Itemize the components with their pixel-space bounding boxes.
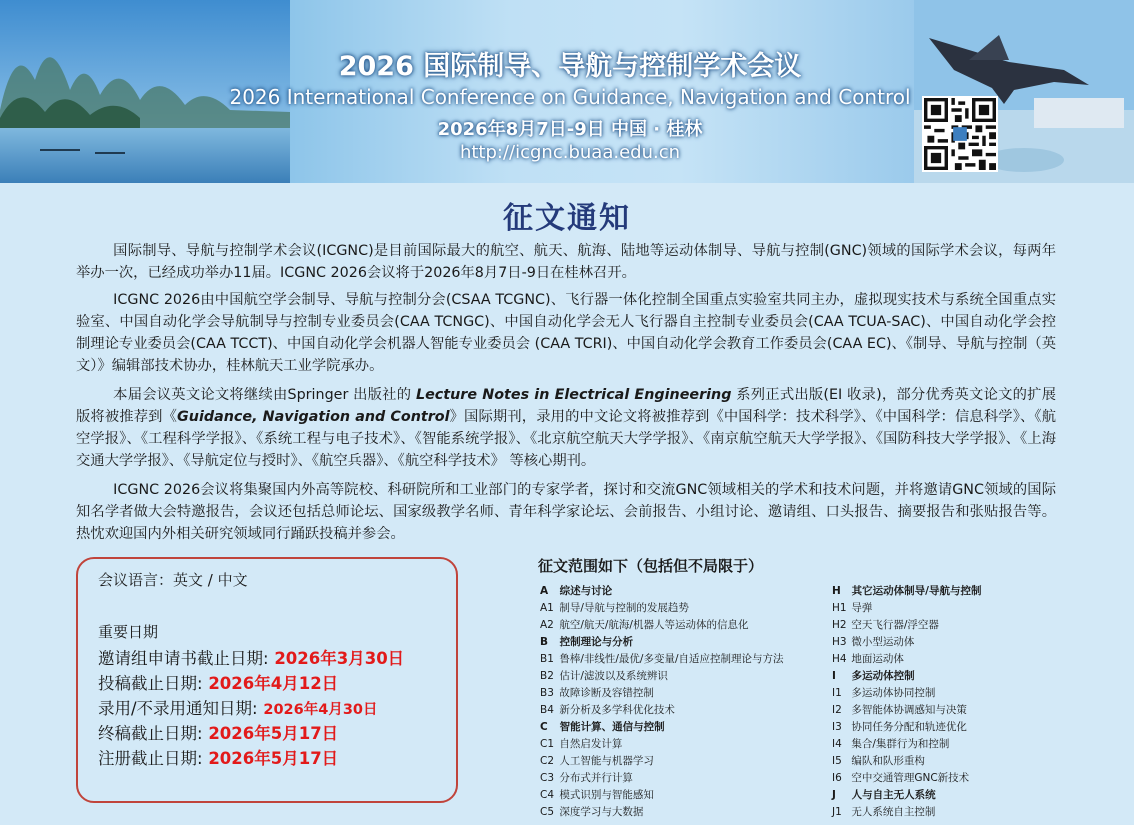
topic-code: H <box>832 585 841 597</box>
topic-code: C2 <box>540 755 555 767</box>
topic-text: 编队和队形重构 <box>848 755 925 767</box>
topic-code: J <box>832 789 836 801</box>
topic-text: 多运动体控制 <box>848 670 915 682</box>
date-value: 2026年4月12日 <box>208 674 339 693</box>
publication-text-a: 本届会议英文论文将继续由Springer 出版社的 <box>113 387 416 403</box>
topic-item <box>832 600 982 617</box>
publication-text-e: 》国际期刊，录用的中文论文将被推荐到《中国科学：技术科学》、《中国科学：信息科学》、《航空学报》、《工程科学学报》、《系统工程与电子技术》、《智能系统学报》、《北京航空航天大学学报》、《南京航空航天大学学报》、《国防科技大学学报》、《上海交通大学学报》、《导航定位与授时》、《航空兵器》、《航空科学技术》 等核心期刊。 <box>76 409 1056 469</box>
topic-text: 其它运动体制导/导航与控制 <box>848 585 982 597</box>
topic-text: 新分析及多学科优化技术 <box>556 704 675 716</box>
date-row-registration <box>98 745 338 769</box>
topic-text: 智能计算、通信与控制 <box>556 721 665 733</box>
topic-code: I4 <box>832 738 842 750</box>
topic-item <box>832 685 982 702</box>
topic-text: 故障诊断及容错控制 <box>556 687 654 699</box>
date-label: 录用/不录用通知日期: <box>98 699 258 718</box>
topic-item <box>832 804 982 821</box>
topic-item <box>832 617 982 634</box>
topic-text: 导弹 <box>848 602 873 614</box>
topic-text: 航空/航天/航海/机器人等运动体的信息化 <box>556 619 749 631</box>
topic-item <box>832 770 982 787</box>
topic-category <box>540 634 784 651</box>
page-title: 征文通知 <box>503 201 631 236</box>
date-value: 2026年5月17日 <box>208 724 339 743</box>
topic-text: 综述与讨论 <box>556 585 613 597</box>
topic-item <box>540 668 784 685</box>
topic-text: 多运动体协同控制 <box>848 687 936 699</box>
topic-text: 自然启发计算 <box>556 738 623 750</box>
date-row-submission <box>98 670 338 694</box>
header-banner <box>0 0 1134 183</box>
topic-item <box>540 685 784 702</box>
date-value: 2026年4月30日 <box>263 702 378 718</box>
topic-code: C4 <box>540 789 555 801</box>
topic-item <box>540 770 784 787</box>
topic-item <box>832 736 982 753</box>
topic-code: C1 <box>540 738 555 750</box>
topic-item <box>540 753 784 770</box>
topic-category <box>540 719 784 736</box>
topic-code: I <box>832 670 836 682</box>
topic-scope-title: 征文范围如下（包括但不局限于） <box>538 557 764 575</box>
topic-list-left <box>540 583 784 821</box>
date-value: 2026年5月17日 <box>208 749 339 768</box>
topic-text: 制导/导航与控制的发展趋势 <box>556 602 689 614</box>
intro-paragraph: 国际制导、导航与控制学术会议(ICGNC)是目前国际最大的航空、航天、航海、陆地等运动体制导、导航与控制(GNC)领域的国际学术会议，每两年举办一次，已经成功举办11届。ICGNC 2026会议将于2026年8月7日-9日在桂林召开。 <box>76 243 1056 281</box>
topic-item <box>540 600 784 617</box>
organizers-paragraph: ICGNC 2026由中国航空学会制导、导航与控制分会(CSAA TCGNC)、飞行器一体化控制全国重点实验室共同主办，虚拟现实技术与系统全国重点实验室、中国自动化学会导航制导与控制专业委员会(CAA TCNGC)、中国自动化学会无人飞行器自主控制专业委员会(CAA TCUA-SAC)、中国自动化学会控制理论专业委员会(CAA TCCT)、中国自动化学会机器人智能专业委员会 (CAA TCRI)、中国自动化学会教育工作委员会(CAA EC)、《制导、导航与控制（英文）》编辑部技术协办，桂林航天工业学院承办。 <box>76 292 1056 374</box>
topic-category <box>832 583 982 600</box>
qr-code-icon[interactable] <box>922 96 998 172</box>
date-row-invited-session <box>98 645 404 669</box>
topic-item <box>540 787 784 804</box>
topic-text: 分布式并行计算 <box>556 772 633 784</box>
topic-code: A1 <box>540 602 554 614</box>
date-label: 注册截止日期: <box>98 749 203 768</box>
topic-category <box>832 668 982 685</box>
topic-text: 无人系统自主控制 <box>848 806 936 818</box>
topic-text: 模式识别与智能感知 <box>556 789 654 801</box>
topic-item <box>540 736 784 753</box>
topic-code: I3 <box>832 721 842 733</box>
topic-text: 多智能体协调感知与决策 <box>848 704 967 716</box>
topic-text: 人与自主无人系统 <box>848 789 936 801</box>
topic-code: I1 <box>832 687 842 699</box>
topic-code: H1 <box>832 602 847 614</box>
topic-code: B1 <box>540 653 554 665</box>
date-row-notification <box>98 695 378 719</box>
topic-code: A2 <box>540 619 554 631</box>
topic-item <box>540 651 784 668</box>
topic-code: B4 <box>540 704 554 716</box>
date-row-final-paper <box>98 720 338 744</box>
topic-code: B3 <box>540 687 554 699</box>
conference-language: 会议语言：英文 / 中文 <box>98 571 248 589</box>
publication-text-c: 系列正式出版(EI 收录)，部分优秀英文论文的扩展版将被推荐到《 <box>76 387 1056 425</box>
topic-item <box>540 804 784 821</box>
topic-code: B <box>540 636 549 648</box>
topic-text: 估计/滤波以及系统辨识 <box>556 670 668 682</box>
topic-item <box>540 617 784 634</box>
conference-url[interactable]: http://icgnc.buaa.edu.cn <box>459 142 681 163</box>
topic-text: 集合/集群行为和控制 <box>848 738 950 750</box>
topic-text: 地面运动体 <box>848 653 904 665</box>
topic-item <box>540 702 784 719</box>
lnee-series-name: Lecture Notes in Electrical Engineering <box>416 387 732 403</box>
topic-code: J1 <box>832 806 842 818</box>
date-label: 终稿截止日期: <box>98 724 203 743</box>
topic-code: C3 <box>540 772 555 784</box>
topic-text: 微小型运动体 <box>848 636 915 648</box>
topic-item <box>832 634 982 651</box>
important-dates-title: 重要日期 <box>98 623 159 641</box>
topic-category <box>540 583 784 600</box>
publication-paragraph <box>76 384 1056 472</box>
topic-code: I2 <box>832 704 842 716</box>
topic-list-right <box>832 583 982 821</box>
topic-text: 鲁棒/非线性/最优/多变量/自适应控制理论与方法 <box>556 653 784 665</box>
topic-item <box>832 753 982 770</box>
topic-code: C <box>540 721 548 733</box>
topic-text: 控制理论与分析 <box>556 636 634 648</box>
topic-item <box>832 651 982 668</box>
topic-code: I6 <box>832 772 842 784</box>
topic-category <box>832 787 982 804</box>
topic-text: 深度学习与大数据 <box>556 806 644 818</box>
topic-code: H2 <box>832 619 847 631</box>
topic-code: H4 <box>832 653 847 665</box>
topic-code: B2 <box>540 670 554 682</box>
date-label: 投稿截止日期: <box>98 674 203 693</box>
conference-title-en: 2026 International Conference on Guidance, Navigation and Control <box>229 85 911 109</box>
program-paragraph: ICGNC 2026会议将集聚国内外高等院校、科研院所和工业部门的专家学者，探讨和交流GNC领域相关的学术和技术问题，并将邀请GNC领域的国际知名学者做大会特邀报告，会议还包括总师论坛、国家级教学名师、青年科学家论坛、会前报告、小组讨论、邀请组、口头报告、摘要报告和张贴报告等。热忱欢迎国内外相关研究领域同行踊跃投稿并参会。 <box>76 482 1056 542</box>
topic-code: H3 <box>832 636 847 648</box>
date-value: 2026年3月30日 <box>274 649 405 668</box>
gnc-journal-name: Guidance, Navigation and Control <box>177 409 450 425</box>
topic-code: A <box>540 585 549 597</box>
topic-text: 空天飞行器/浮空器 <box>848 619 939 631</box>
topic-item <box>832 719 982 736</box>
topic-text: 人工智能与机器学习 <box>556 755 654 767</box>
topic-item <box>832 702 982 719</box>
important-dates-box <box>76 557 458 803</box>
conference-date-place: 2026年8月7日-9日 中国 · 桂林 <box>437 119 703 140</box>
topic-code: C5 <box>540 806 555 818</box>
topic-text: 协同任务分配和轨迹优化 <box>848 721 967 733</box>
conference-title-cn: 2026 国际制导、导航与控制学术会议 <box>338 51 802 82</box>
topic-text: 空中交通管理GNC新技术 <box>848 772 970 784</box>
topic-code: I5 <box>832 755 842 767</box>
date-label: 邀请组申请书截止日期: <box>98 649 269 668</box>
